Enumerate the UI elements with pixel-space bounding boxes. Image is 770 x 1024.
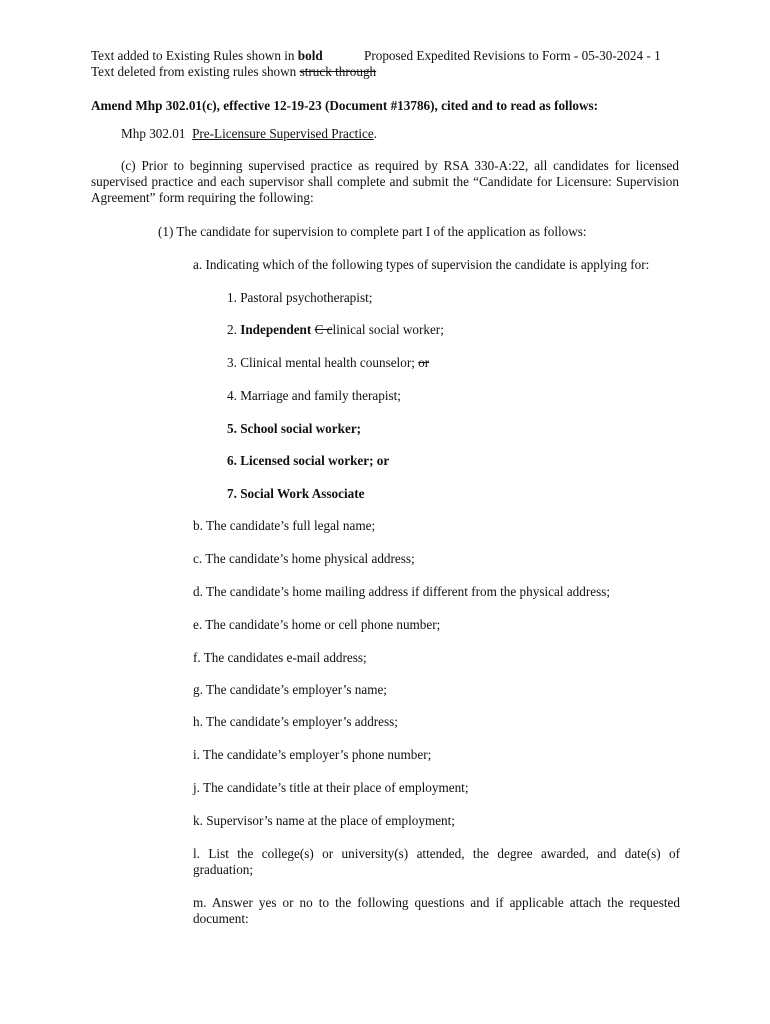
type-3-deleted: or xyxy=(418,355,430,370)
legend-bold-word: bold xyxy=(297,48,323,63)
type-6-added: 6. Licensed social worker; or xyxy=(227,453,390,468)
type-5 xyxy=(227,421,361,437)
item-i: i. The candidate’s employer’s phone number; xyxy=(193,747,432,762)
item-h: h. The candidate’s employer’s address; xyxy=(193,714,398,729)
type-2-added: Independent xyxy=(240,322,312,337)
type-1: 1. Pastoral psychotherapist; xyxy=(227,290,373,305)
item-a: a. Indicating which of the following types of supervision the candidate is applying for: xyxy=(193,257,650,272)
type-2-deleted: C c xyxy=(314,322,333,337)
item-l: l. List the college(s) or university(s) attended, the degree awarded, and date(s) of graduation; xyxy=(193,846,680,877)
item-j: j. The candidate’s title at their place of employment; xyxy=(193,780,469,795)
rule-title-end: . xyxy=(373,126,377,141)
item-b: b. The candidate’s full legal name; xyxy=(193,518,376,533)
item-1: (1) The candidate for supervision to complete part I of the application as follows: xyxy=(158,224,587,239)
legend-deleted-text: Text deleted from existing rules shown xyxy=(91,64,300,79)
item-e: e. The candidate’s home or cell phone number; xyxy=(193,617,441,632)
amend-heading xyxy=(91,98,691,114)
paragraph-c: (c) Prior to beginning supervised practice as required by RSA 330-A:22, all candidates for licensed supervised practice and each supervisor shall complete and submit the “Candidate for Licensure: Supervision Agreement” form requiring the following: xyxy=(91,158,679,205)
legend-struck-word: struck through xyxy=(299,64,377,79)
rule-title: Pre-Licensure Supervised Practice xyxy=(192,126,374,141)
type-5-added: 5. School social worker; xyxy=(227,421,362,436)
item-g: g. The candidate’s employer’s name; xyxy=(193,682,387,697)
legend-added-text: Text added to Existing Rules shown in xyxy=(91,48,298,63)
type-4: 4. Marriage and family therapist; xyxy=(227,388,401,403)
type-6 xyxy=(227,453,389,469)
item-f: f. The candidates e-mail address; xyxy=(193,650,367,665)
type-2 xyxy=(227,322,444,338)
legend-line-deleted xyxy=(91,64,691,80)
type-2-rest: linical social worker; xyxy=(332,322,444,337)
rule-number: Mhp 302.01 xyxy=(121,126,186,141)
item-d: d. The candidate’s home mailing address if different from the physical address; xyxy=(193,584,610,599)
type-7 xyxy=(227,486,365,502)
item-k: k. Supervisor’s name at the place of employment; xyxy=(193,813,455,828)
type-7-added: 7. Social Work Associate xyxy=(227,486,365,501)
item-m: m. Answer yes or no to the following questions and if applicable attach the requested document: xyxy=(193,895,680,926)
type-3-text: 3. Clinical mental health counselor; xyxy=(227,355,419,370)
type-3 xyxy=(227,355,429,371)
amend-text: Amend Mhp 302.01(c), effective 12-19-23 (Document #13786), cited and to read as follows: xyxy=(91,98,599,113)
item-c: c. The candidate’s home physical address; xyxy=(193,551,415,566)
type-2-number: 2. xyxy=(227,322,241,337)
header-revision-info: Proposed Expedited Revisions to Form - 05-30-2024 - 1 xyxy=(364,48,661,63)
rule-heading xyxy=(121,126,681,142)
